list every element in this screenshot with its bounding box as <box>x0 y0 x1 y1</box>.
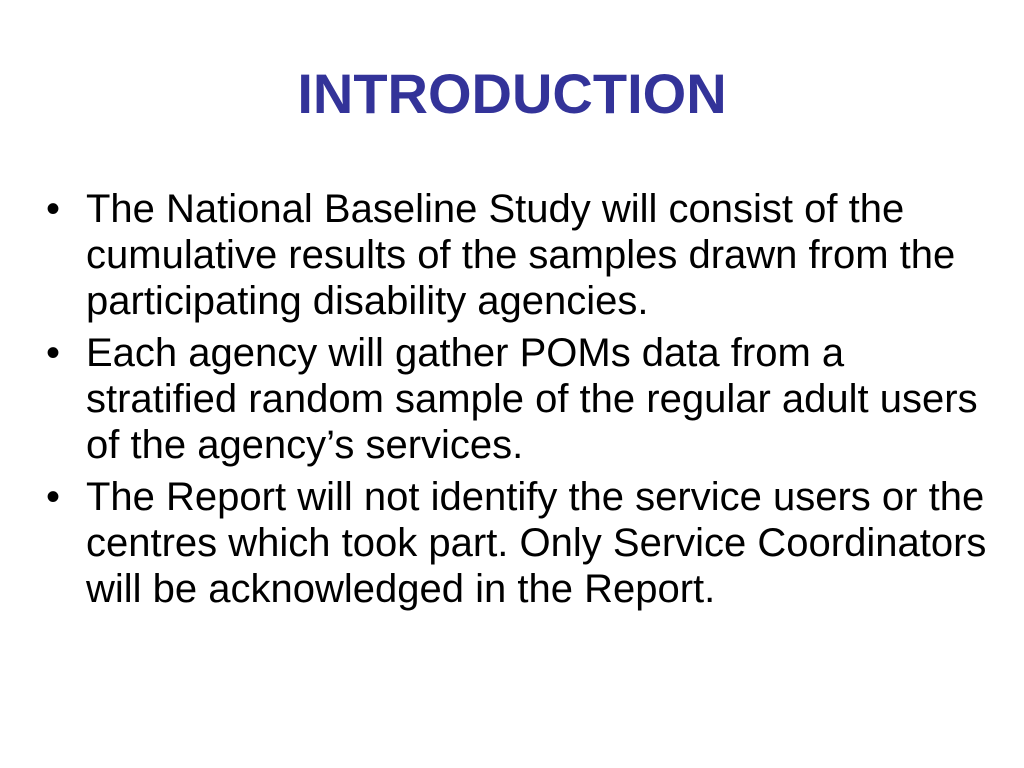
bullet-marker-icon: • <box>46 475 61 519</box>
bullet-marker-icon: • <box>46 331 61 375</box>
bullet-text: The National Baseline Study will consist of the cumulative results of the samples drawn from the participating disability agencies. <box>86 187 956 323</box>
bullet-marker-icon: • <box>46 187 61 231</box>
bullet-text: Each agency will gather POMs data from a stratified random sample of the regular adult users of the agency’s services. <box>86 331 978 467</box>
bullet-item <box>44 330 994 468</box>
slide-title: INTRODUCTION <box>297 62 727 125</box>
bullet-item <box>44 186 994 324</box>
bullet-list <box>44 186 994 618</box>
bullet-text: The Report will not identify the service users or the centres which took part. Only Service Coordinators will be acknowledged in the Report. <box>86 475 987 611</box>
bullet-item <box>44 474 994 612</box>
